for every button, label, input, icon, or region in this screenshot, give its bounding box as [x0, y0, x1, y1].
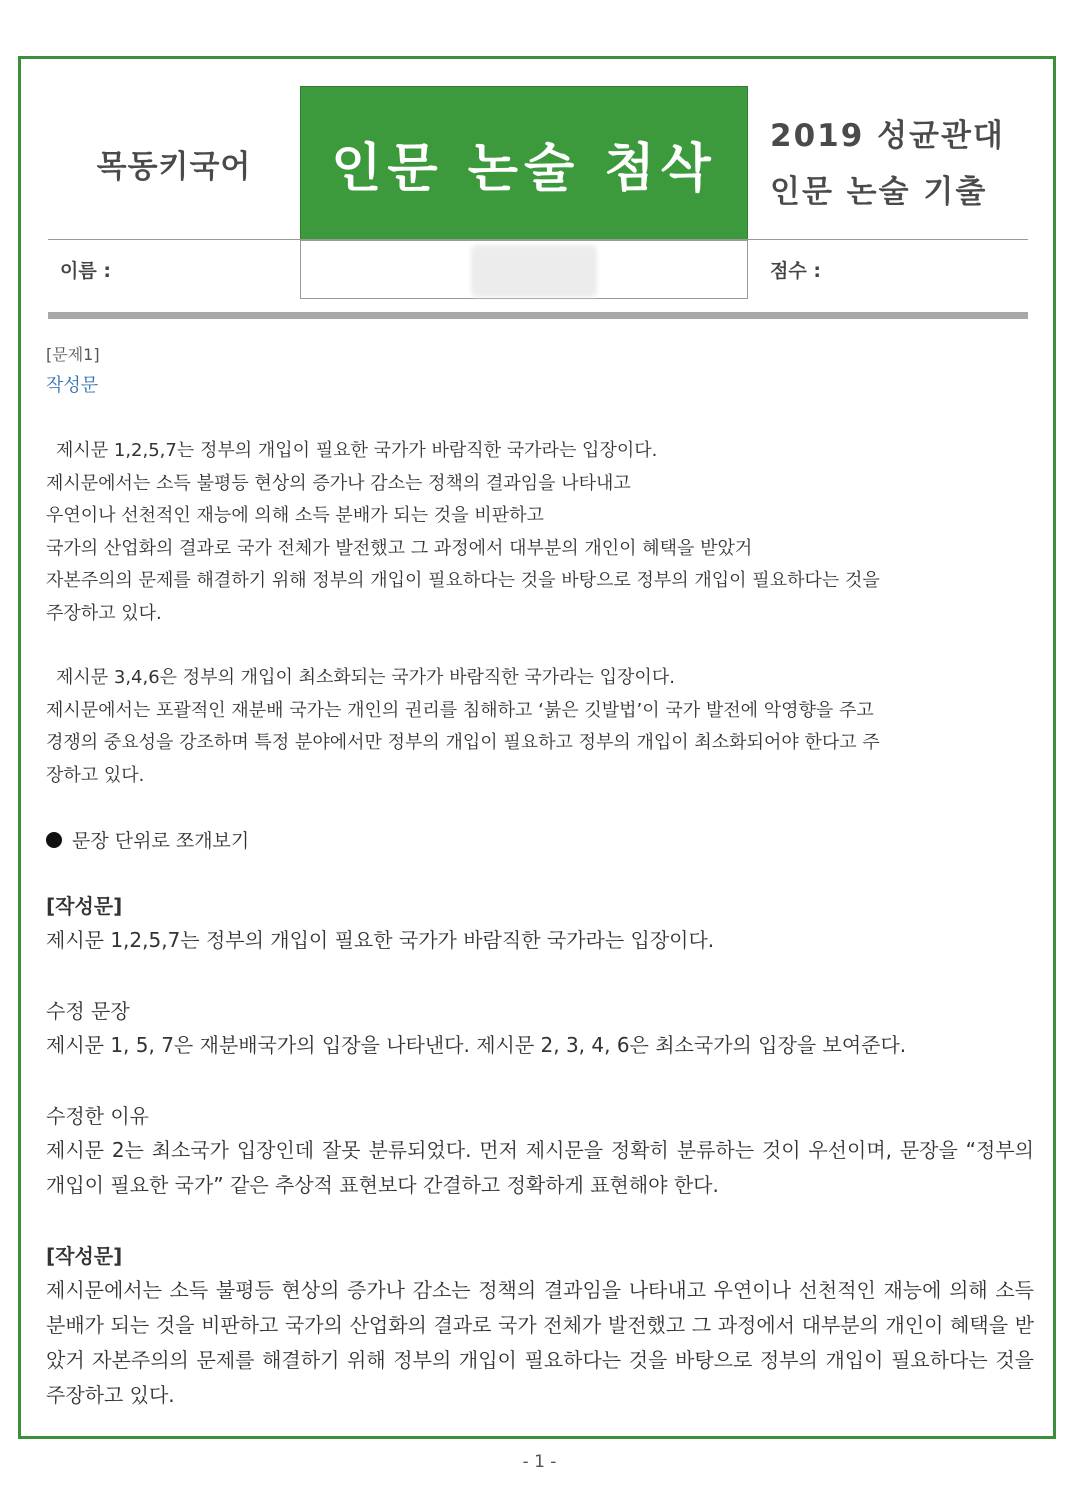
revised-sentence-block: [46, 994, 1034, 1063]
block-heading: [작성문]: [46, 1244, 123, 1268]
question-subtitle: 작성문: [46, 375, 99, 396]
block-text: 제시문 1, 5, 7은 재분배국가의 입장을 나타낸다. 제시문 2, 3, 4, 6은 최소국가의 입장을 보여준다.: [46, 1033, 907, 1057]
breakdown-heading: [46, 826, 1034, 853]
revision-reason-block: [46, 1099, 1034, 1203]
block-text: 제시문에서는 소득 불평등 현상의 증가나 감소는 정책의 결과임을 나타내고 우연이나 선천적인 재능에 의해 소득 분배가 되는 것을 비판하고 국가의 산업화의 결과로 국가 전체가 발전했고 그 과정에서 대부분의 개인이 혜택을 받았거 자본주의의 문제를 해결하기 위해 정부의 개입이 필요하다는 것을 바탕으로 정부의 개입이 필요하다는 것을 주장하고 있다.: [46, 1278, 1034, 1407]
essay-line: 국가의 산업화의 결과로 국가 전체가 발전했고 그 과정에서 대부분의 개인이 혜택을 받았거: [46, 537, 753, 559]
block-text: 제시문 1,2,5,7는 정부의 개입이 필요한 국가가 바람직한 국가라는 입장이다.: [46, 928, 715, 952]
block-heading: 수정 문장: [46, 999, 130, 1023]
main-title-banner: 인문 논술 첨삭: [300, 86, 748, 240]
question-label: [문제1]: [46, 345, 100, 364]
name-label: 이름 :: [60, 260, 111, 282]
essay-line: 제시문에서는 포괄적인 재분배 국가는 개인의 권리를 침해하고 ‘붉은 깃발법’이 국가 발전에 악영향을 주고: [46, 699, 874, 721]
bullet-icon: [46, 832, 62, 848]
redacted-name: [471, 245, 597, 297]
page-number: - 1 -: [522, 1452, 557, 1472]
essay-line: 제시문 3,4,6은 정부의 개입이 최소화되는 국가가 바람직한 국가라는 입장이다.: [56, 667, 675, 688]
essay-line: 우연이나 선천적인 재능에 의해 소득 분배가 되는 것을 비판하고: [46, 505, 544, 526]
essay-line: 제시문에서는 소득 불평등 현상의 증가나 감소는 정책의 결과임을 나타내고: [46, 472, 631, 494]
block-heading: [작성문]: [46, 894, 123, 918]
original-sentence-block-2: [46, 1239, 1034, 1413]
section-divider: [48, 312, 1028, 319]
essay-line: 자본주의의 문제를 해결하기 위해 정부의 개입이 필요하다는 것을 바탕으로 정부의 개입이 필요하다는 것을: [46, 570, 880, 591]
score-label: 점수 :: [770, 260, 821, 282]
original-sentence-block-1: [46, 889, 1034, 958]
document-body: [46, 342, 1034, 1449]
essay-line: 경쟁의 중요성을 강조하며 특정 분야에서만 정부의 개입이 필요하고 정부의 개입이 최소화되어야 한다고 주: [46, 732, 880, 753]
essay-line: 제시문 1,2,5,7는 정부의 개입이 필요한 국가가 바람직한 국가라는 입장이다.: [56, 440, 658, 461]
essay-paragraph-1: [46, 435, 1034, 630]
essay-paragraph-2: [46, 662, 1034, 792]
essay-line: 장하고 있다.: [46, 764, 145, 786]
exam-info: [770, 108, 1030, 220]
exam-line-1: 2019 성균관대: [770, 118, 1005, 154]
name-field: [300, 240, 748, 299]
essay-line: 주장하고 있다.: [46, 602, 162, 624]
breakdown-heading-text: 문장 단위로 쪼개보기: [72, 830, 250, 852]
exam-line-2: 인문 논술 기출: [770, 174, 988, 210]
block-heading: 수정한 이유: [46, 1104, 149, 1128]
brand-title: 목동키국어: [96, 148, 252, 185]
block-text: 제시문 2는 최소국가 입장인데 잘못 분류되었다. 먼저 제시문을 정확히 분류하는 것이 우선이며, 문장을 “정부의 개입이 필요한 국가” 같은 추상적 표현보다 간결하고 정확하게 표현해야 한다.: [46, 1138, 1034, 1197]
